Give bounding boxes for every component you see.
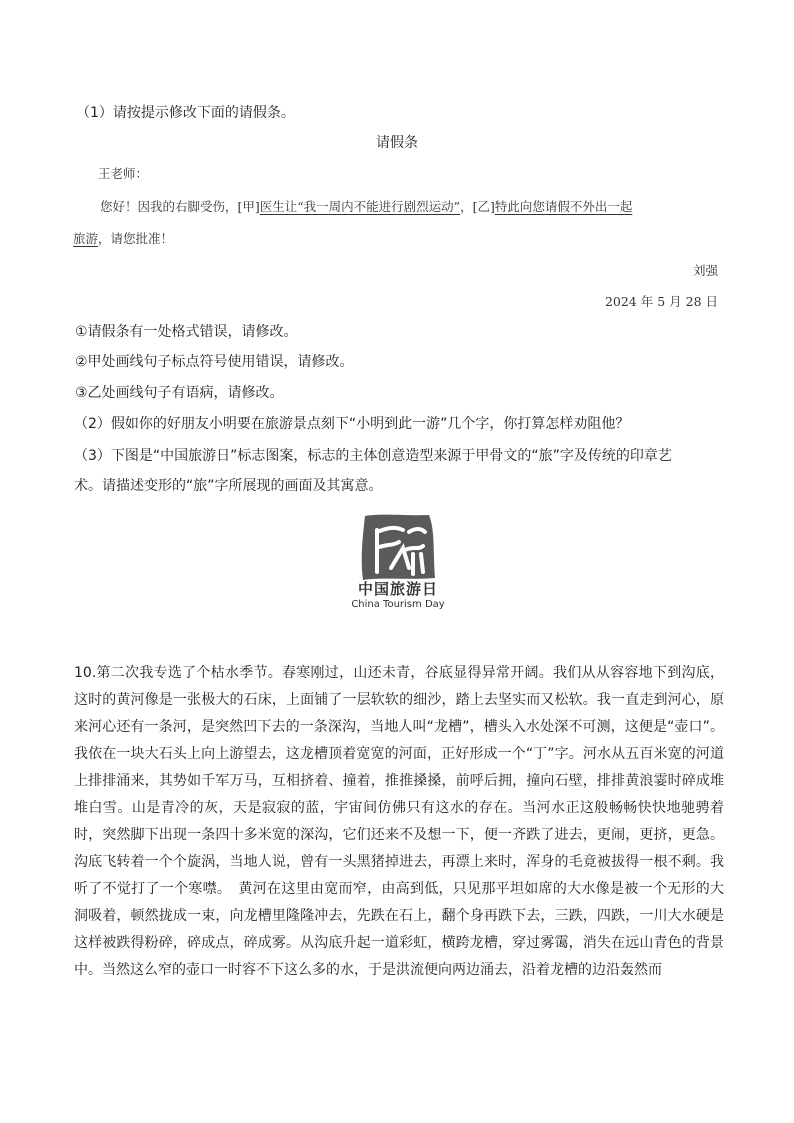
leave-note-title: 请假条 [376,135,418,151]
leave-note-body-line1 [100,197,632,217]
leave-note-salutation: 王老师： [98,166,149,181]
leave-note-body-line2 [73,229,173,249]
body-text-c: ，请您批准！ [98,231,174,246]
question-3-line1: （3）下图是“中国旅游日”标志图案，标志的主体创意造型来源于甲骨文的“旅”字及传统的印章艺 [74,448,672,464]
underlined-sentence-yi-end: 旅游 [73,231,99,246]
logo-english-name: China Tourism Day [351,599,445,610]
logo-chinese-name: 中国旅游日 [357,580,438,598]
task-3: ③乙处画线句子有语病，请修改。 [75,385,284,401]
passage-text: 10.第二次我专选了个枯水季节。春寒刚过，山还未青，谷底显得异常开阔。我们从从容容地下到沟底，这时的黄河像是一张极大的石床，上面铺了一层软软的细沙，踏上去坚实而又松软。我一直走到河心，原来河心还有一条河，是突然凹下去的一条深沟，当地人叫“龙槽”，槽头入水处深不可测，这便是“壶口”。我依在一块大石头上向上游望去，这龙槽顶着宽宽的河面，正好形成一个“丁”字。河水从五百米宽的河道上排排涌来，其势如千军万马，互相挤着、撞着，推推搡搡，前呼后拥，撞向石壁，排排黄浪霎时碎成堆堆白雪。山是青冷的灰，天是寂寂的蓝，宇宙间仿佛只有这水的存在。当河水正这般畅畅快快地驰骋着时，突然脚下出现一条四十多米宽的深沟，它们还来不及想一下，便一齐跌了进去，更闹，更挤，更急。沟底飞转着一个个旋涡，当地人说，曾有一头黑猪掉进去，再漂上来时，浑身的毛竟被拔得一根不剩。我听了不觉打了一个寒噤。 黄河在这里由宽而窄，由高到低，只见那平坦如席的大水像是被一个无形的大洞吸着，顿然拢成一束，向龙槽里隆隆冲去，先跌在石上，翻个身再跌下去，三跌，四跌，一川大水硬是这样被跌得粉碎，碎成点，碎成雾。从沟底升起一道彩虹，横跨龙槽，穿过雾霭，消失在远山青色的背景中。当然这么窄的壶口一时容不下这么多的水，于是洪流便向两边涌去，沿着龙槽的边沿轰然而 [74,665,724,978]
task-1: ①请假条有一处格式错误，请修改。 [75,324,298,340]
body-text-a: 您好！因我的右脚受伤，[甲] [100,199,260,214]
question-3-line2: 术。请描述变形的“旅”字所展现的画面及其寓意。 [74,478,383,494]
task-2: ②甲处画线句子标点符号使用错误，请修改。 [75,354,354,370]
leave-note-date: 2024 年 5 月 28 日 [604,294,718,309]
underlined-sentence-yi: 特此向您请假不外出一起 [494,199,633,214]
body-text-b: ，[乙] [460,199,495,214]
question-10-passage [74,660,724,984]
question-1-intro: （1）请按提示修改下面的请假条。 [76,105,295,121]
question-2: （2）假如你的好朋友小明要在旅游景点刻下“小明到此一游”几个字，你打算怎样劝阻他？ [74,416,630,432]
underlined-sentence-jia: 医生让“我一周内不能进行剧烈运动” [259,199,461,214]
leave-note-signature: 刘强 [692,263,718,278]
